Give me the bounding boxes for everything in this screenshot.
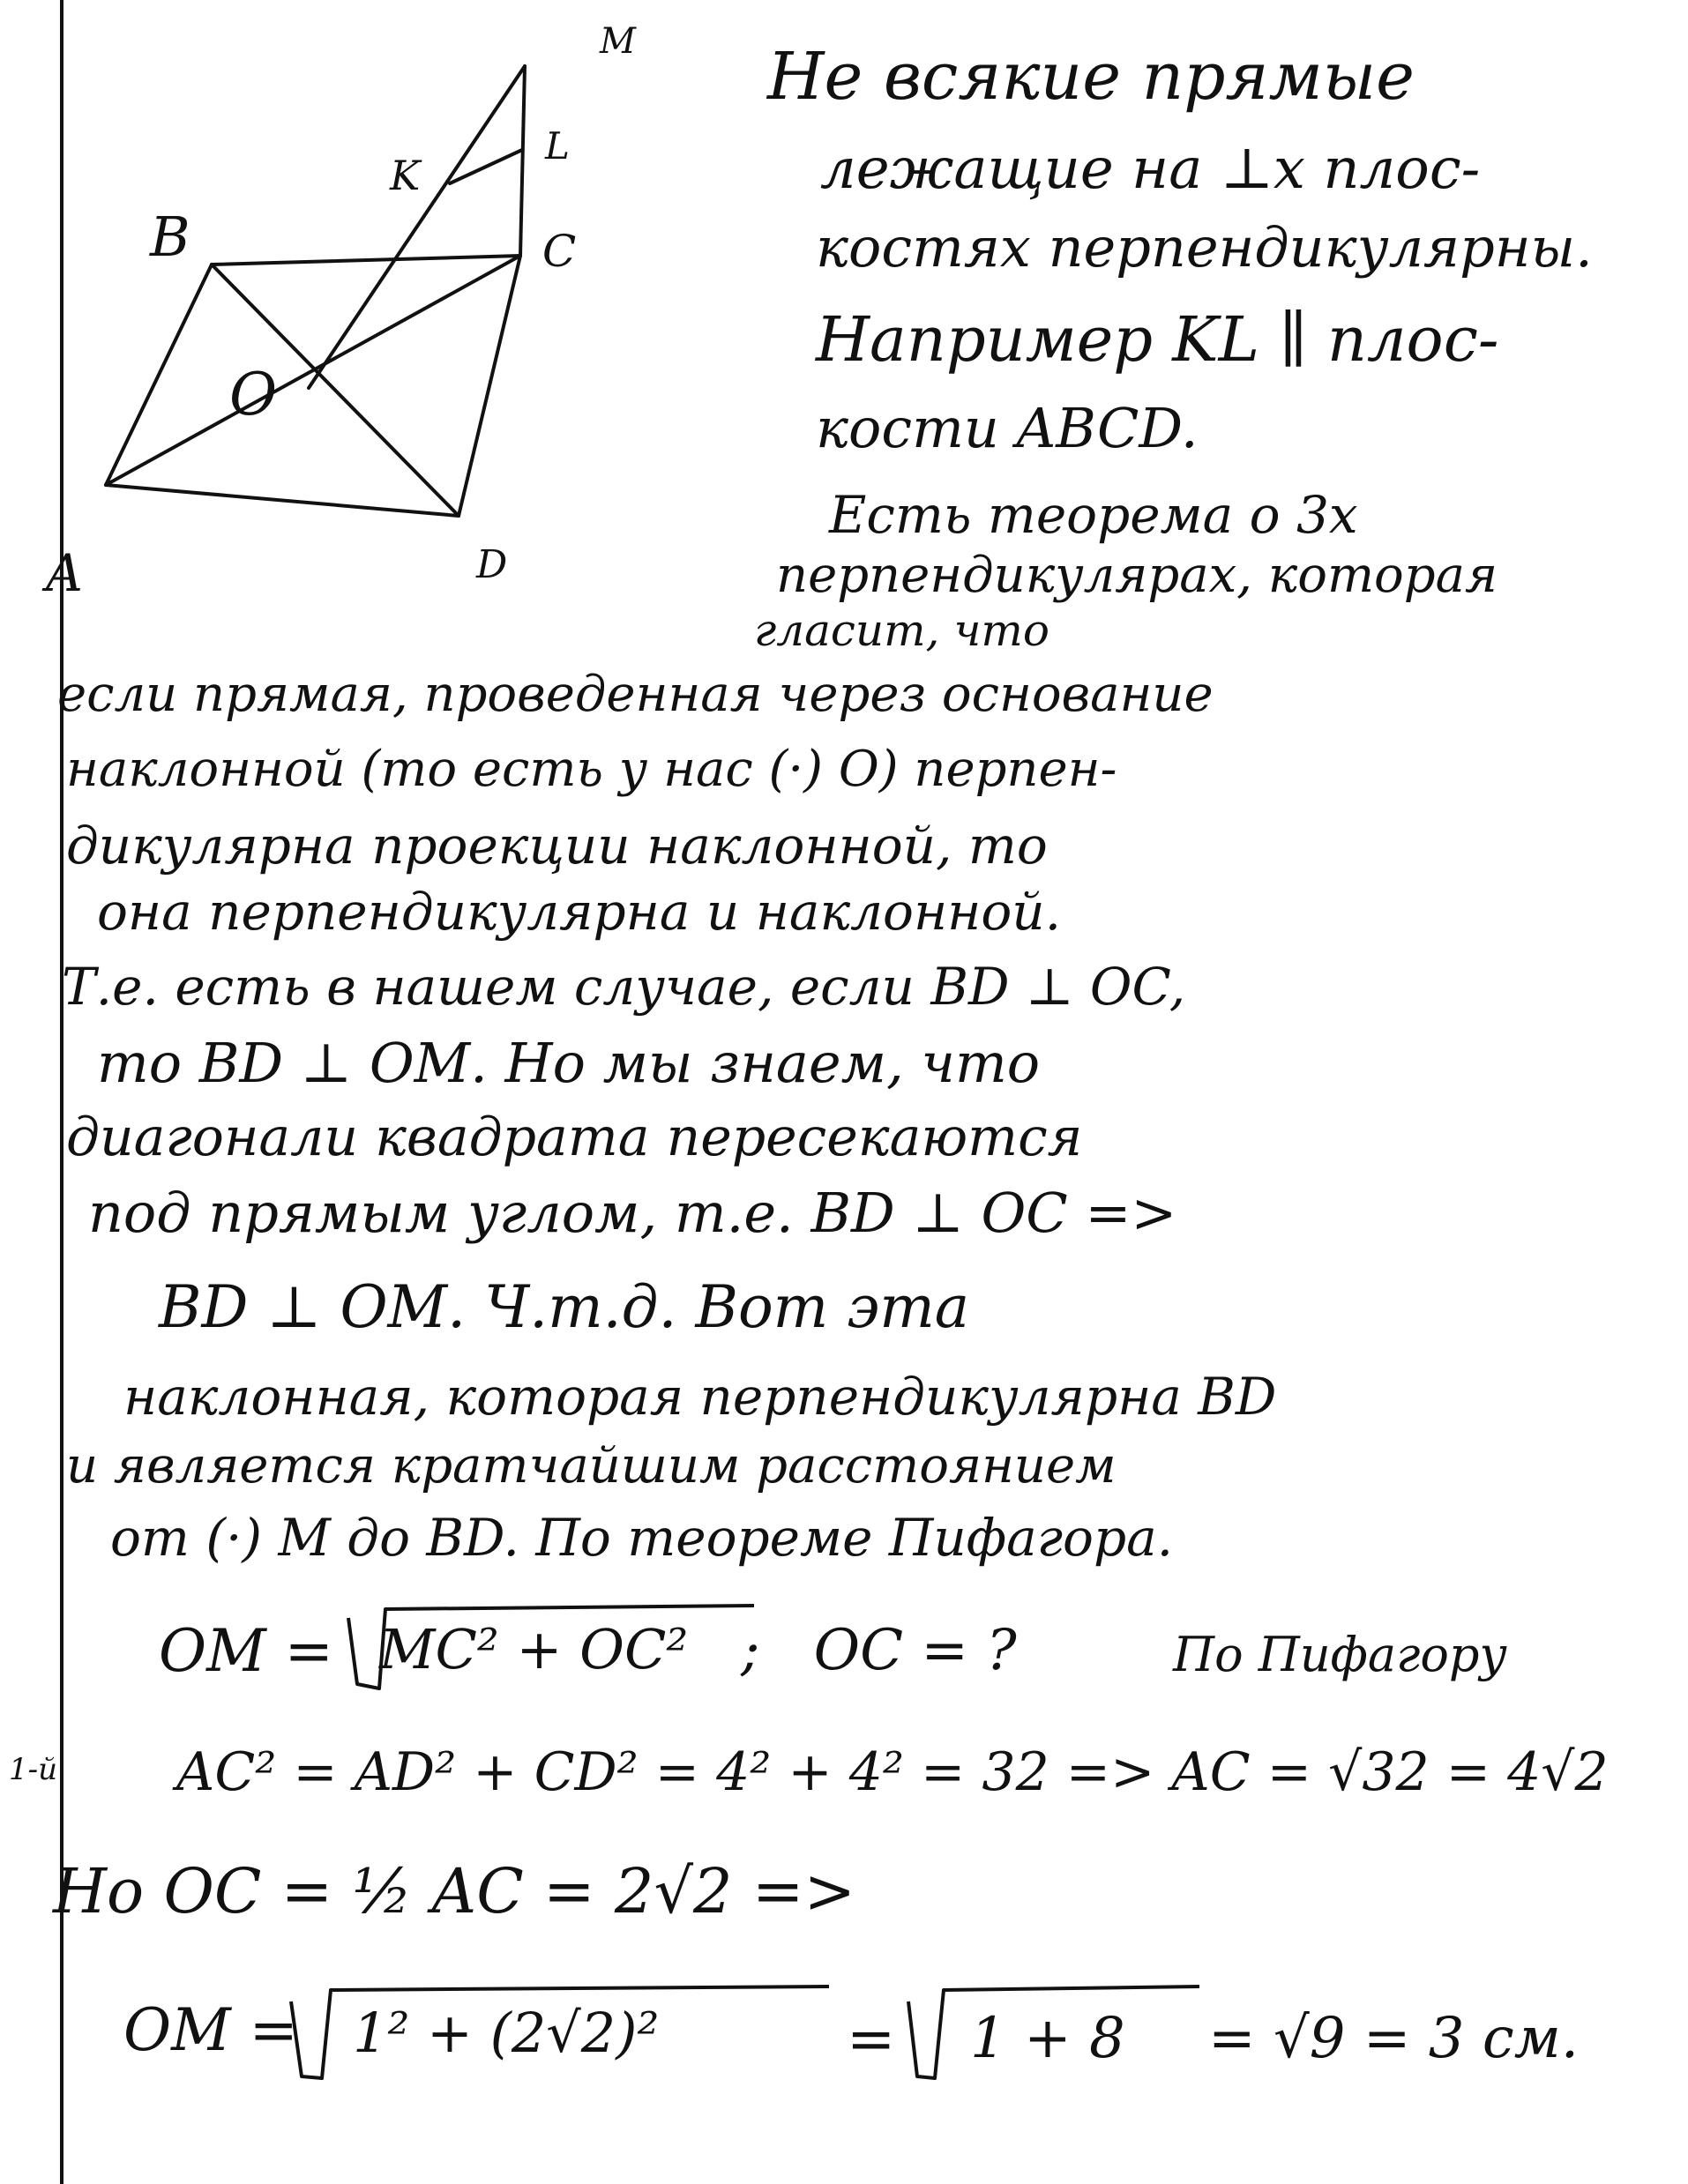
label-a: A	[46, 543, 83, 603]
formula-om-final-sum: 1 + 8	[970, 2006, 1125, 2071]
pyramid-figure	[46, 21, 679, 603]
formula-oc-half: Но OC = ½ AC = 2√2 =>	[53, 1855, 856, 1927]
body-line-1: если прямая, проведенная через основание	[57, 666, 1214, 723]
formula-margin-note: 1-й	[9, 1752, 58, 1787]
formula-by-pythagoras: По Пифагору	[1173, 1627, 1507, 1682]
formula-om-final-equals: =	[847, 2005, 896, 2073]
note-line-6: Есть теорема о 3х	[829, 485, 1358, 545]
edge-ab	[106, 265, 212, 485]
note-line-1: Не всякие прямые	[767, 39, 1415, 115]
formula-om-left: OM =	[159, 1617, 333, 1685]
formula-om-final-radicand: 1² + (2√2)²	[353, 2001, 660, 2065]
segment-mc	[520, 66, 525, 256]
label-m: M	[600, 21, 636, 62]
label-o: O	[229, 361, 278, 429]
body-line-6: то BD ⊥ OM. Но мы знаем, что	[97, 1031, 1041, 1095]
note-line-3: костях перпендикулярны.	[816, 215, 1593, 280]
note-line-8: гласит, что	[754, 605, 1049, 656]
label-l: L	[545, 124, 570, 168]
edge-bc	[212, 256, 520, 265]
segment-kl	[450, 150, 522, 183]
body-line-12: от (·) M до BD. По теореме Пифагора.	[110, 1508, 1174, 1568]
label-c: C	[542, 226, 577, 277]
edge-cd	[459, 256, 520, 516]
body-line-10: наклонная, которая перпендикулярна BD	[123, 1367, 1277, 1427]
note-line-4: Например KL ∥ плос-	[816, 303, 1499, 376]
note-line-5: кости ABCD.	[816, 396, 1199, 460]
segment-om	[309, 66, 525, 388]
body-line-5: Т.е. есть в нашем случае, если BD ⊥ OC,	[62, 957, 1186, 1017]
body-line-7: диагонали квадрата пересекаются	[66, 1107, 1083, 1168]
label-k: K	[390, 152, 421, 199]
label-b: B	[150, 205, 190, 269]
formula-ac-squared: AC² = AD² + CD² = 4² + 4² = 32 => AC = √32 = 4√2	[176, 1741, 1609, 1803]
body-line-3: дикулярна проекции наклонной, то	[66, 816, 1048, 876]
body-line-2: наклонной (то есть у нас (·) O) перпен-	[66, 741, 1117, 798]
note-line-7: перпендикулярах, которая	[776, 547, 1498, 604]
formula-oc-question: ; OC = ?	[741, 1618, 1017, 1683]
body-line-9: BD ⊥ OM. Ч.т.д. Вот эта	[159, 1273, 970, 1341]
formula-om-final-left: OM =	[123, 1996, 298, 2064]
body-line-8: под прямым углом, т.е. BD ⊥ OC =>	[88, 1181, 1177, 1245]
formula-om-radicand: MC² + OC²	[379, 1617, 689, 1681]
edge-da	[106, 485, 459, 516]
geometry-diagram	[46, 21, 679, 603]
body-line-4: она перпендикулярна и наклонной.	[97, 882, 1062, 942]
formula-om-final-result: = √9 = 3 см.	[1208, 2006, 1580, 2071]
body-line-11: и является кратчайшим расстоянием	[66, 1437, 1117, 1495]
radical-sign-1	[348, 1600, 763, 1706]
note-line-2: лежащие на ⊥х плос-	[820, 137, 1481, 202]
diagonal-ac	[106, 256, 520, 485]
label-d: D	[476, 542, 508, 587]
